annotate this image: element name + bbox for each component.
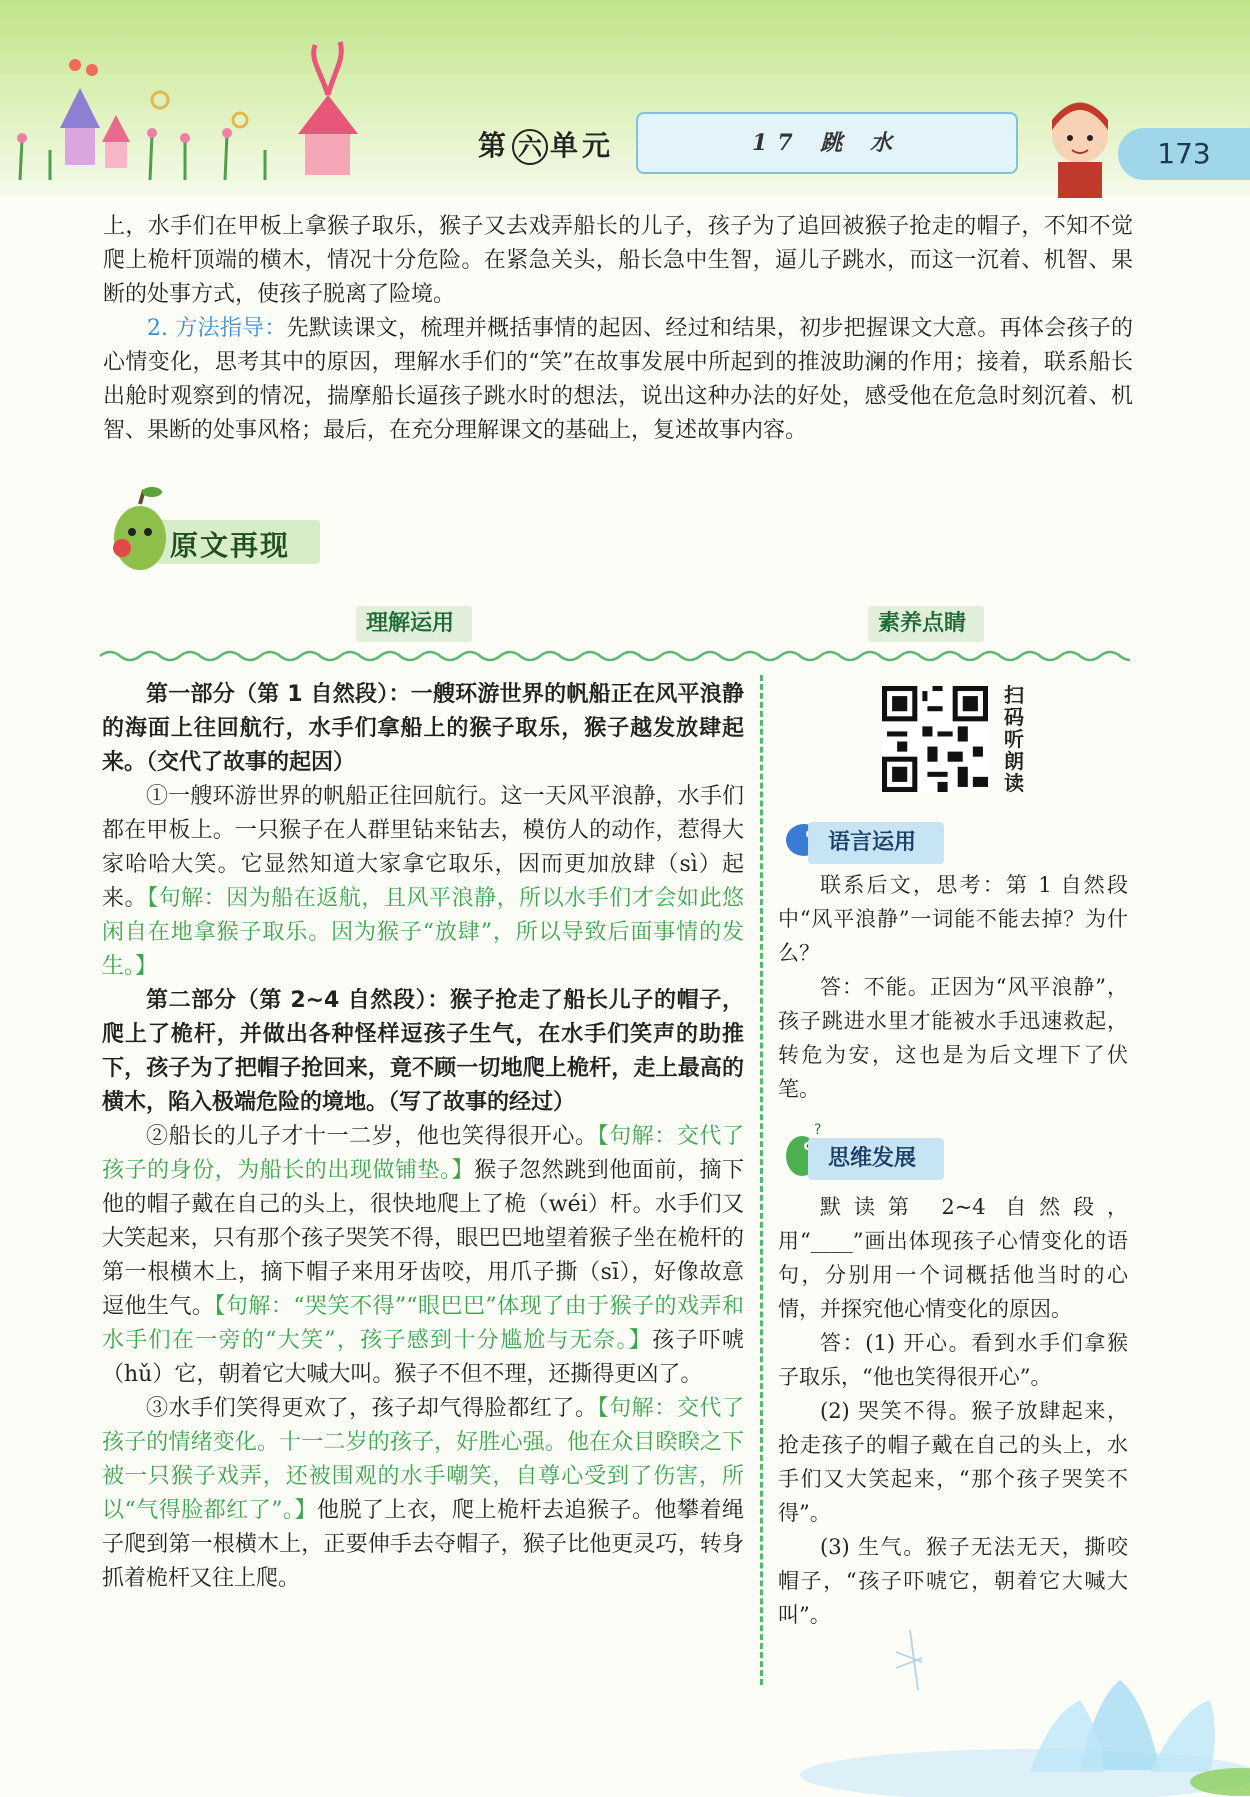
column-divider bbox=[760, 675, 763, 1685]
part1-summary: 第一部分（第 1 自然段）：一艘环游世界的帆船正在风平浪静的海面上往回航行，水手们拿船上的猴子取乐，猴子越发放肆起来。（交代了故事的起因） bbox=[102, 682, 744, 775]
unit-number: 六 bbox=[512, 129, 548, 165]
thinking-answer-3: (3) 生气。猴子无法无天，撕咬帽子，“孩子吓唬它，朝着它大喊大叫”。 bbox=[778, 1535, 1128, 1627]
paragraph-2-note: 【句解：交代了孩子的身份，为船长的出现做铺垫。】 bbox=[102, 1124, 744, 1183]
paragraph-2-text2: 猴子忽然跳到他面前，摘下他的帽子戴在自己的头上，很快地爬上了桅（wéi）杆。水手们又大笑起来，只有那个孩子哭笑不得，眼巴巴地望着猴子坐在桅杆的第一根横木上，摘下帽子来用牙齿咬，用爪子撕（sī），好像故意逗他生气。 bbox=[102, 1158, 744, 1319]
unit-label bbox=[478, 124, 614, 165]
unit-suffix: 单元 bbox=[550, 129, 615, 162]
paragraph-3-note: 【句解：交代了孩子的情绪变化。十一二岁的孩子，好胜心强。他在众目睽睽之下被一只猴子戏弄，还被围观的水手嘲笑，自尊心受到了伤害，所以“气得脸都红了”。】 bbox=[102, 1396, 744, 1523]
thinking-development-title: 思维发展 bbox=[828, 1146, 917, 1171]
method-paragraph bbox=[103, 312, 1133, 448]
right-column-title: 素养点睛 bbox=[878, 611, 967, 636]
paragraph-3-text: ③水手们笑得更欢了，孩子却气得脸都红了。 bbox=[146, 1396, 598, 1421]
paragraph-1 bbox=[102, 780, 744, 984]
paragraph-2-text: ②船长的儿子才十一二岁，他也笑得很开心。 bbox=[146, 1124, 598, 1149]
paragraph-3-text2: 他脱了上衣，爬上桅杆去追猴子。他攀着绳子爬到第一根横木上，正要伸手去夺帽子，猴子比他更灵巧，转身抓着桅杆又往上爬。 bbox=[102, 1498, 744, 1591]
child-mascot-icon bbox=[1030, 90, 1130, 200]
page-number-tab bbox=[1118, 128, 1250, 180]
paragraph-2 bbox=[102, 1120, 744, 1392]
svg-text:?: ? bbox=[814, 1122, 822, 1138]
qr-code-icon[interactable] bbox=[882, 686, 988, 792]
thinking-question: 默读第 2~4 自然段，用“____”画出体现孩子心情变化的语句，分别用一个词概括他当时的心情，并探究他心情变化的原因。 bbox=[778, 1195, 1128, 1321]
language-use-content bbox=[778, 868, 1128, 1106]
left-column-title: 理解运用 bbox=[366, 611, 455, 636]
lesson-title: 17 跳 水 bbox=[752, 130, 902, 156]
section-title: 原文再现 bbox=[170, 529, 291, 562]
paragraph-1-text: ①一艘环游世界的帆船正往回航行。这一天风平浪静，水手们都在甲板上。一只猴子在人群里钻来钻去，模仿人的动作，惹得大家哈哈大笑。它显然知道大家拿它取乐，因而更加放肆（sì）起来。 bbox=[102, 784, 744, 911]
thinking-answer-2: (2) 哭笑不得。猴子放肆起来，抢走孩子的帽子戴在自己的头上，水手们又大笑起来，“那个孩子哭笑不得”。 bbox=[778, 1399, 1128, 1525]
houses-decoration-icon bbox=[10, 40, 400, 190]
part2-summary: 第二部分（第 2~4 自然段）：猴子抢走了船长儿子的帽子，爬上了桅杆，并做出各种怪样逗孩子生气，在水手们笑声的助推下，孩子为了把帽子抢回来，竟不顾一切地爬上桅杆，走上最高的横木，陷入极端危险的境地。（写了故事的经过） bbox=[102, 988, 744, 1115]
language-use-question: 联系后文，思考：第 1 自然段中“风平浪静”一词能不能去掉？为什么？ bbox=[778, 873, 1128, 965]
page-header bbox=[0, 0, 1250, 195]
thinking-answer-1: 答：(1) 开心。看到水手们拿猴子取乐，“他也笑得很开心”。 bbox=[778, 1331, 1128, 1389]
paragraph-1-note: 【句解：因为船在返航，且风平浪静，所以水手们才会如此悠闲自在地拿猴子取乐。因为猴子“放肆”，所以导致后面事情的发生。】 bbox=[102, 886, 744, 979]
method-text: 先默读课文，梳理并概括事情的起因、经过和结果，初步把握课文大意。再体会孩子的心情变化，思考其中的原因，理解水手们的“笑”在故事发展中所起到的推波助澜的作用；接着，联系船长出舱时观察到的情况，揣摩船长逼孩子跳水时的想法，说出这种办法的好处，感受他在危急时刻沉着、机智、果断的处事风格；最后，在充分理解课文的基础上，复述故事内容。 bbox=[103, 316, 1134, 443]
wave-divider bbox=[100, 648, 1130, 664]
scan-to-listen-label: 扫码听朗读 bbox=[1004, 683, 1024, 795]
language-use-title: 语言运用 bbox=[828, 830, 917, 855]
method-label: 2. 方法指导： bbox=[147, 316, 287, 341]
lotus-decoration-icon bbox=[700, 1560, 1250, 1797]
paragraph-2-text3: 孩子吓唬（hǔ）它，朝着它大喊大叫。猴子不但不理，还撕得更凶了。 bbox=[102, 1328, 744, 1387]
paragraph-3 bbox=[102, 1392, 744, 1596]
page-number: 173 bbox=[1157, 137, 1211, 170]
lesson-banner bbox=[636, 112, 1018, 174]
unit-prefix: 第 bbox=[478, 129, 511, 162]
left-column bbox=[102, 678, 744, 1596]
language-use-answer: 答：不能。正因为“风平浪静”，孩子跳进水里才能被水手迅速救起，转危为安，这也是为后文埋下了伏笔。 bbox=[778, 975, 1128, 1101]
paragraph-2-note2: 【句解：“哭笑不得”“眼巴巴”体现了由于猴子的戏弄和水手们在一旁的“大笑”，孩子感到十分尴尬与无奈。】 bbox=[102, 1294, 744, 1353]
intro-paragraph: 上，水手们在甲板上拿猴子取乐，猴子又去戏弄船长的儿子，孩子为了追回被猴子抢走的帽子，不知不觉爬上桅杆顶端的横木，情况十分危险。在紧急关头，船长急中生智，逼儿子跳水，而这一沉着、机智、果断的处事方式，使孩子脱离了险境。 bbox=[103, 214, 1133, 307]
